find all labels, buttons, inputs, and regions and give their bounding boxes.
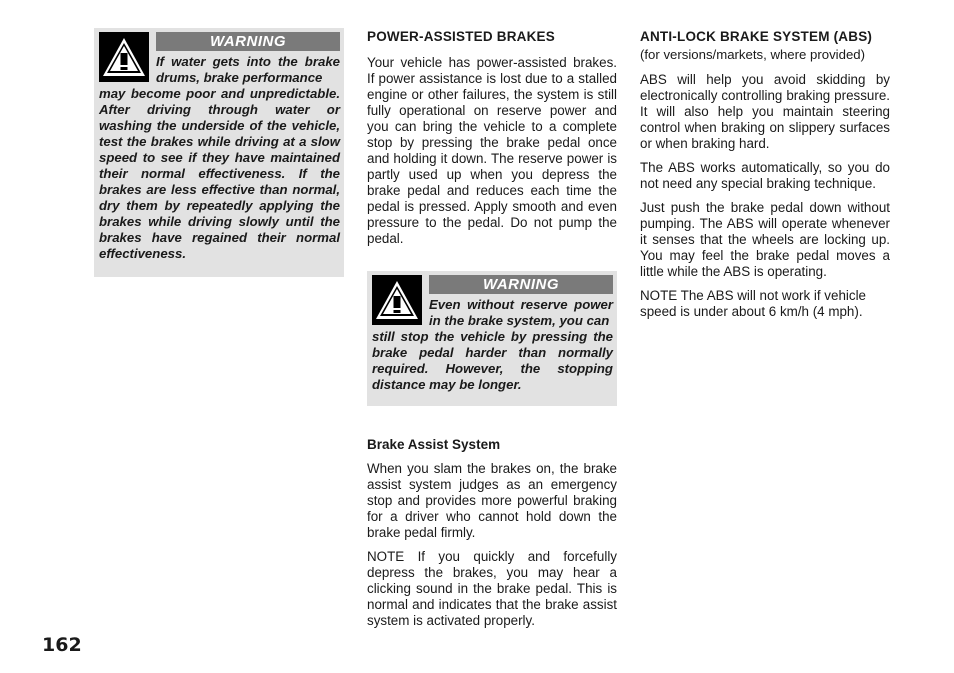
abs-availability-note: (for versions/markets, where provided) [640,47,865,62]
warning-text-first: Even without reserve power in the brake system, you can [429,297,613,328]
section-heading-power-assisted: POWER-ASSISTED BRAKES [367,29,555,44]
middle-column [367,28,617,637]
page-number: 162 [42,634,82,656]
warning-label: WARNING [429,275,613,294]
warning-text-rest: may become poor and unpredictable. After driving through water or washing the underside of the vehicle, test the brakes while driving at a slow speed to see if they have maintained their normal effectiveness. If the brakes are less effective than normal, dry them by repeatedly applying the brakes while driving slowly until the brakes have regained their normal effectiveness. [99,86,340,261]
left-column [94,28,344,277]
warning-triangle-icon [99,32,149,82]
brake-assist-paragraph: When you slam the brakes on, the brake assist system judges as an emergency stop and provides more powerful braking for a driver who cannot hold down the brake pedal firmly. [367,461,617,540]
warning-box-water [94,28,344,277]
warning-text-first: If water gets into the brake drums, brake performance [156,54,340,85]
right-column [640,28,890,328]
warning-box-reserve-power [367,271,617,406]
warning-text-rest: still stop the vehicle by pressing the brake pedal harder than normally required. However, the stopping distance may be longer. [372,329,613,392]
warning-label: WARNING [156,32,340,51]
power-assisted-paragraph: Your vehicle has power-assisted brakes. If power assistance is lost due to a stalled engine or other failures, the system is still fully operational on reserve power and you can bring the vehicle to a complete stop by pressing the brake pedal once and holding it down. The reserve power is partly used up when you depress the brake pedal and reduces each time the pedal is pressed. Apply smooth and even pressure to the pedal. Do not pump the pedal. [367,55,617,246]
brake-assist-note: NOTE If you quickly and forcefully depress the brakes, you may hear a clicking sound in the brake pedal. This is normal and indicates that the brake assist system is activated properly. [367,549,617,628]
warning-header [99,32,340,86]
warning-triangle-icon [372,275,422,325]
abs-paragraph-2: The ABS works automatically, so you do not need any special braking technique. [640,160,890,191]
warning-header [372,275,613,329]
section-heading-brake-assist: Brake Assist System [367,437,501,452]
abs-paragraph-3: Just push the brake pedal down without pumping. The ABS will operate whenever it senses that the wheels are locking up. You may feel the brake pedal moves a little while the ABS is operating. [640,200,890,279]
abs-paragraph-1: ABS will help you avoid skidding by electronically controlling braking pressure. It will also help you maintain steering control when braking on slippery surfaces or when braking hard. [640,72,890,151]
abs-note: NOTE The ABS will not work if vehicle speed is under about 6 km/h (4 mph). [640,288,866,319]
section-heading-abs: ANTI-LOCK BRAKE SYSTEM (ABS) [640,29,873,44]
